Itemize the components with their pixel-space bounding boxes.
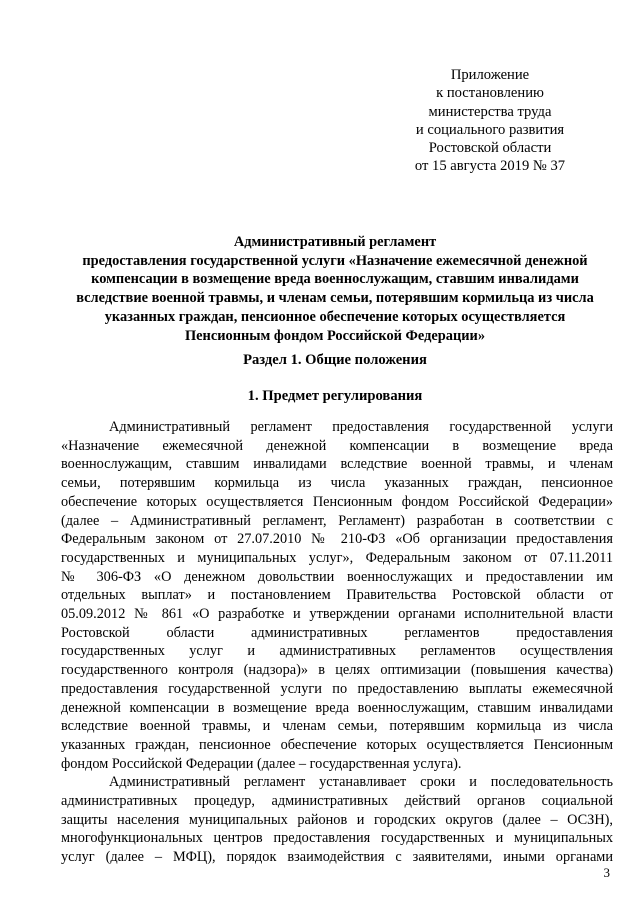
body-text (61, 418, 613, 867)
text-line: государственных и муниципальных услуг», Федеральным законом от 07.11.2011 (61, 549, 613, 566)
title-line: компенсации в возмещение вреда военнослужащим, ставшим инвалидами (91, 271, 579, 288)
text-line: отдельных выплат» и постановлением Правительства Ростовской области от (61, 587, 613, 604)
appendix-line: и социального развития (415, 121, 565, 138)
text-line: Федеральным законом от 27.07.2010 № 210-ФЗ «Об организации предоставления (61, 531, 613, 548)
text-line: «Назначение ежемесячной денежной компенсации в возмещение вреда (61, 437, 613, 454)
title-line: предоставления государственной услуги «Назначение ежемесячной денежной (82, 252, 588, 269)
section-heading: Раздел 1. Общие положения (243, 352, 427, 368)
text-line: фондом Российской Федерации (далее – государственная услуга). (61, 755, 462, 772)
paragraph-2 (61, 773, 613, 867)
text-line: услуг (далее – МФЦ), порядок взаимодействия с заявителями, иными органами (61, 849, 613, 866)
text-line: Ростовской области административных регламентов предоставления (61, 624, 613, 641)
text-line: обеспечение которых осуществляется Пенсионным фондом Российской Федерации» (61, 493, 613, 510)
paragraph-1 (61, 418, 613, 773)
appendix-line: Приложение (450, 67, 530, 83)
title-line: Административный регламент (233, 234, 437, 250)
text-line: денежной компенсации в возмещение вреда военнослужащим, ставшим инвалидами (61, 699, 613, 716)
text-line: государственного контроля (надзора)» в целях оптимизации (повышения качества) (61, 662, 613, 679)
appendix-block (360, 66, 620, 176)
text-line: Административный регламент предоставления государственной услуги (109, 419, 613, 435)
text-line: военнослужащим, ставшим инвалидами вследствие военной травмы, и членам (61, 456, 613, 473)
document-title (55, 233, 615, 345)
text-line: семьи, потерявшим кормильца из числа указанных граждан, пенсионное (61, 475, 613, 492)
text-line: предоставления государственной услуги по предоставлению выплаты ежемесячной (61, 680, 613, 697)
appendix-line: Ростовской области (428, 140, 552, 157)
appendix-line: к постановлению (436, 85, 544, 102)
text-line: административных процедур, административных действий органов социальной (61, 793, 613, 810)
text-line: Административный регламент устанавливает сроки и последовательность (109, 774, 613, 791)
appendix-line: министерства труда (428, 103, 552, 120)
title-line: вследствие военной травмы, и членам семьи, потерявшим кормильца из числа (76, 290, 594, 307)
text-line: защиты населения муниципальных районов и городских округов (далее – ОСЗН), (61, 811, 613, 828)
subsection-heading: 1. Предмет регулирования (247, 388, 423, 404)
appendix-line: от 15 августа 2019 № 37 (414, 158, 566, 175)
text-line: государственных услуг и административных регламентов осуществления (61, 643, 613, 660)
text-line: указанных граждан, пенсионное обеспечение которых осуществляется Пенсионным (61, 736, 613, 753)
text-line: (далее – Административный регламент, Регламент) разработан в соответствии с (61, 512, 613, 529)
text-line: вследствие военной травмы, и членам семьи, потерявшим кормильца из числа (61, 718, 613, 735)
text-line: № 306-ФЗ «О денежном довольствии военнослужащих и предоставлении им (61, 568, 613, 585)
text-line: многофункциональных центров предоставления государственных и муниципальных (61, 830, 613, 847)
page-number: 3 (603, 865, 610, 880)
text-line: 05.09.2012 № 861 «О разработке и утверждении органами исполнительной власти (61, 606, 613, 623)
title-line: Пенсионным фондом Российской Федерации» (184, 327, 486, 344)
title-line: указанных граждан, пенсионное обеспечение которых осуществляется (104, 308, 566, 325)
